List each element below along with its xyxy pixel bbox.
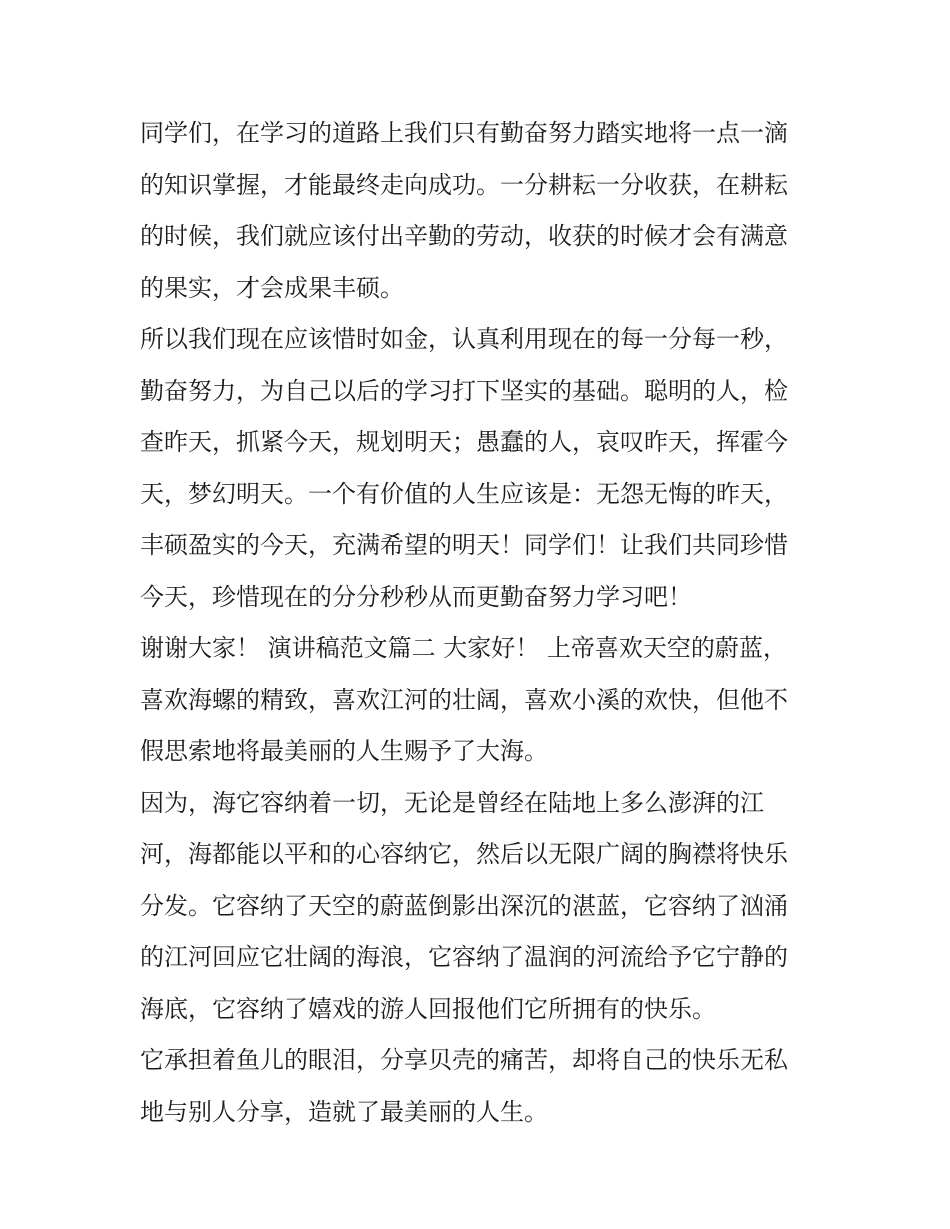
- text-line: 同学们，在学习的道路上我们只有勤奋努力踏实地将一点一滴: [140, 119, 788, 147]
- text-line: 的时候，我们就应该付出辛勤的劳动，收获的时候才会有满意: [140, 222, 788, 250]
- text-line: 查昨天，抓紧今天，规划明天；愚蠢的人，哀叹昨天，挥霍今: [140, 428, 788, 456]
- text-line: 因为，海它容纳着一切，无论是曾经在陆地上多么澎湃的江: [140, 788, 764, 817]
- text-line: 的知识掌握，才能最终走向成功。一分耕耘一分收获，在耕耘: [140, 170, 788, 199]
- document-body: [140, 108, 820, 1138]
- text-line: 假思索地将最美丽的人生赐予了大海。: [140, 737, 548, 765]
- text-line: 河，海都能以平和的心容纳它，然后以无限广阔的胸襟将快乐: [140, 840, 788, 868]
- text-line: 分发。它容纳了天空的蔚蓝倒影出深沉的湛蓝，它容纳了汹涌: [140, 891, 788, 920]
- text-line: 海底，它容纳了嬉戏的游人回报他们它所拥有的快乐。: [140, 994, 716, 1023]
- text-line: 谢谢大家！ 演讲稿范文篇二 大家好！ 上帝喜欢天空的蔚蓝，: [140, 634, 787, 662]
- text-line: 的果实，才会成果丰硕。: [140, 273, 404, 302]
- text-line: 的江河回应它壮阔的海浪，它容纳了温润的河流给予它宁静的: [140, 943, 788, 971]
- text-line: 喜欢海螺的精致，喜欢江河的壮阔，喜欢小溪的欢快，但他不: [140, 685, 788, 714]
- text-line: 勤奋努力，为自己以后的学习打下坚实的基础。聪明的人，检: [140, 376, 788, 405]
- text-line: 它承担着鱼儿的眼泪，分享贝壳的痛苦，却将自己的快乐无私: [140, 1046, 788, 1074]
- text-line: 丰硕盈实的今天，充满希望的明天！同学们！让我们共同珍惜: [140, 531, 788, 559]
- text-line: 所以我们现在应该惜时如金，认真利用现在的每一分每一秒，: [140, 325, 788, 353]
- text-line: 今天，珍惜现在的分分秒秒从而更勤奋努力学习吧！: [140, 582, 692, 611]
- text-line: 天，梦幻明天。一个有价值的人生应该是：无怨无悔的昨天，: [140, 479, 788, 508]
- text-line: 地与别人分享，造就了最美丽的人生。: [140, 1097, 548, 1126]
